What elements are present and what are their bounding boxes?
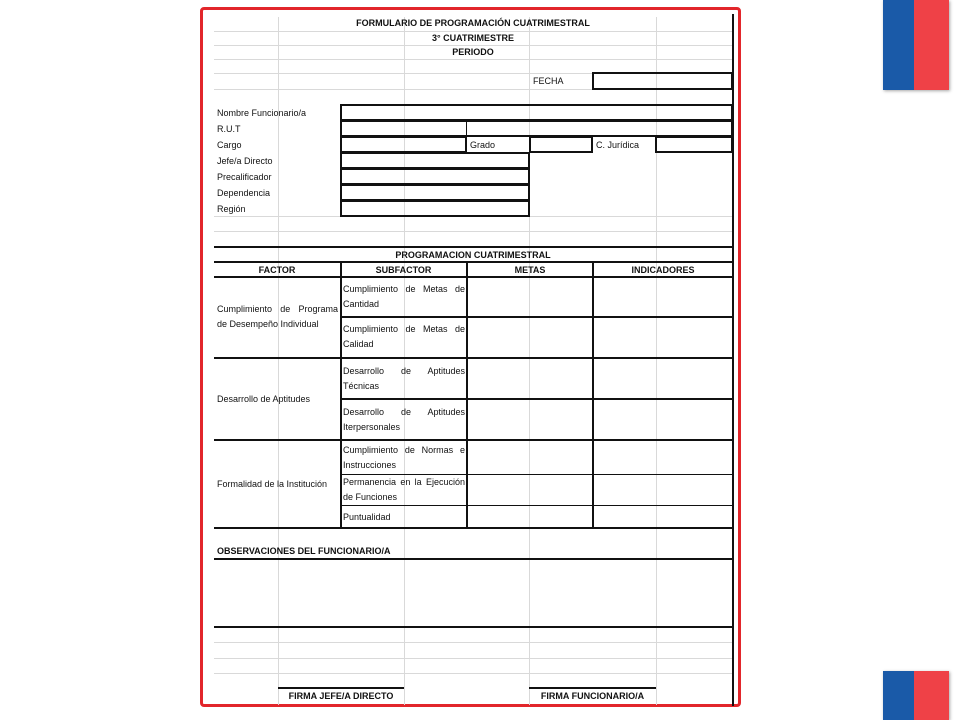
- factor-formalidad-institucion: Formalidad de la Institución: [217, 479, 328, 489]
- dependencia-label: Dependencia: [217, 188, 271, 198]
- cargo-label: Cargo: [217, 140, 242, 150]
- group-line-2: [214, 439, 734, 441]
- row-line: [340, 316, 734, 318]
- table-bottom-line: [214, 527, 734, 529]
- nombre-field[interactable]: [340, 104, 733, 121]
- firma-funcionario-line: [529, 687, 656, 689]
- factor-desarrollo-aptitudes: Desarrollo de Aptitudes: [217, 394, 311, 404]
- row-line: [340, 398, 734, 400]
- indicadores-header: INDICADORES: [631, 265, 695, 275]
- rut-divider: [466, 120, 467, 137]
- subfactor-normas-instrucciones: Cumplimiento de Normas e Instrucciones: [343, 445, 465, 470]
- grid-line: [214, 45, 732, 46]
- rut-label: R.U.T: [217, 124, 241, 134]
- fecha-label: FECHA: [533, 76, 564, 86]
- region-label: Región: [217, 204, 246, 214]
- dependencia-field[interactable]: [340, 184, 530, 201]
- group-line-1: [214, 357, 734, 359]
- flag-blue-stripe: [883, 0, 914, 90]
- grid-line: [214, 658, 732, 659]
- top-flag-logo: [883, 0, 949, 90]
- grado-field[interactable]: [529, 136, 593, 153]
- rut-field[interactable]: [340, 120, 733, 137]
- precalificador-field[interactable]: [340, 168, 530, 185]
- programacion-top-line: [214, 246, 734, 248]
- grid-line: [214, 31, 732, 32]
- grid-line: [214, 231, 732, 232]
- metas-header: METAS: [514, 265, 546, 275]
- cargo-field[interactable]: [340, 136, 467, 153]
- subfactor-aptitudes-interpersonales: Desarrollo de Aptitudes Iterpersonales: [343, 407, 465, 432]
- row-line: [340, 505, 734, 506]
- subfactor-permanencia-funciones: Permanencia en la Ejecución de Funciones: [343, 477, 465, 502]
- subfactor-puntualidad: Puntualidad: [343, 512, 391, 522]
- observaciones-bottom-line: [214, 626, 734, 628]
- grid-line: [214, 59, 732, 60]
- firma-jefe-label: FIRMA JEFE/A DIRECTO: [288, 691, 394, 701]
- subfactor-metas-cantidad: Cumplimiento de Metas de Cantidad: [343, 284, 465, 309]
- firma-jefe-line: [278, 687, 404, 689]
- flag-red-stripe: [914, 671, 949, 720]
- factor-header: FACTOR: [258, 265, 296, 275]
- region-field[interactable]: [340, 200, 530, 217]
- subfactor-metas-calidad: Cumplimiento de Metas de Calidad: [343, 324, 465, 349]
- bottom-flag-logo: [883, 671, 949, 720]
- nombre-label: Nombre Funcionario/a: [217, 108, 307, 118]
- col-line-1: [340, 261, 342, 528]
- grado-label: Grado: [470, 140, 496, 150]
- flag-red-stripe: [914, 0, 949, 90]
- observaciones-textarea[interactable]: [214, 560, 732, 626]
- fecha-field[interactable]: [592, 72, 733, 90]
- grid-line: [214, 642, 732, 643]
- programacion-title: PROGRAMACION CUATRIMESTRAL: [395, 250, 551, 260]
- subfactor-header: SUBFACTOR: [375, 265, 432, 275]
- c-juridica-label: C. Jurídica: [596, 140, 640, 150]
- firma-funcionario-label: FIRMA FUNCIONARIO/A: [540, 691, 645, 701]
- flag-blue-stripe: [883, 671, 914, 720]
- observaciones-label: OBSERVACIONES DEL FUNCIONARIO/A: [217, 546, 391, 556]
- programacion-title-line: [214, 261, 734, 263]
- grid-line: [214, 673, 732, 674]
- form-title: FORMULARIO DE PROGRAMACIÓN CUATRIMESTRAL: [356, 18, 590, 28]
- subfactor-aptitudes-tecnicas: Desarrollo de Aptitudes Técnicas: [343, 366, 465, 391]
- jefe-label: Jefe/a Directo: [217, 156, 273, 166]
- header-bottom-line: [214, 276, 734, 278]
- form-subtitle: 3° CUATRIMESTRE: [432, 33, 514, 43]
- periodo-label: PERIODO: [452, 47, 494, 57]
- precalificador-label: Precalificador: [217, 172, 272, 182]
- col-line-2: [466, 261, 468, 528]
- c-juridica-field[interactable]: [655, 136, 733, 153]
- factor-cumplimiento-programa: Cumplimiento de Programa de Desempeño Individual: [217, 304, 338, 329]
- col-line-3: [592, 261, 594, 528]
- jefe-field[interactable]: [340, 152, 530, 169]
